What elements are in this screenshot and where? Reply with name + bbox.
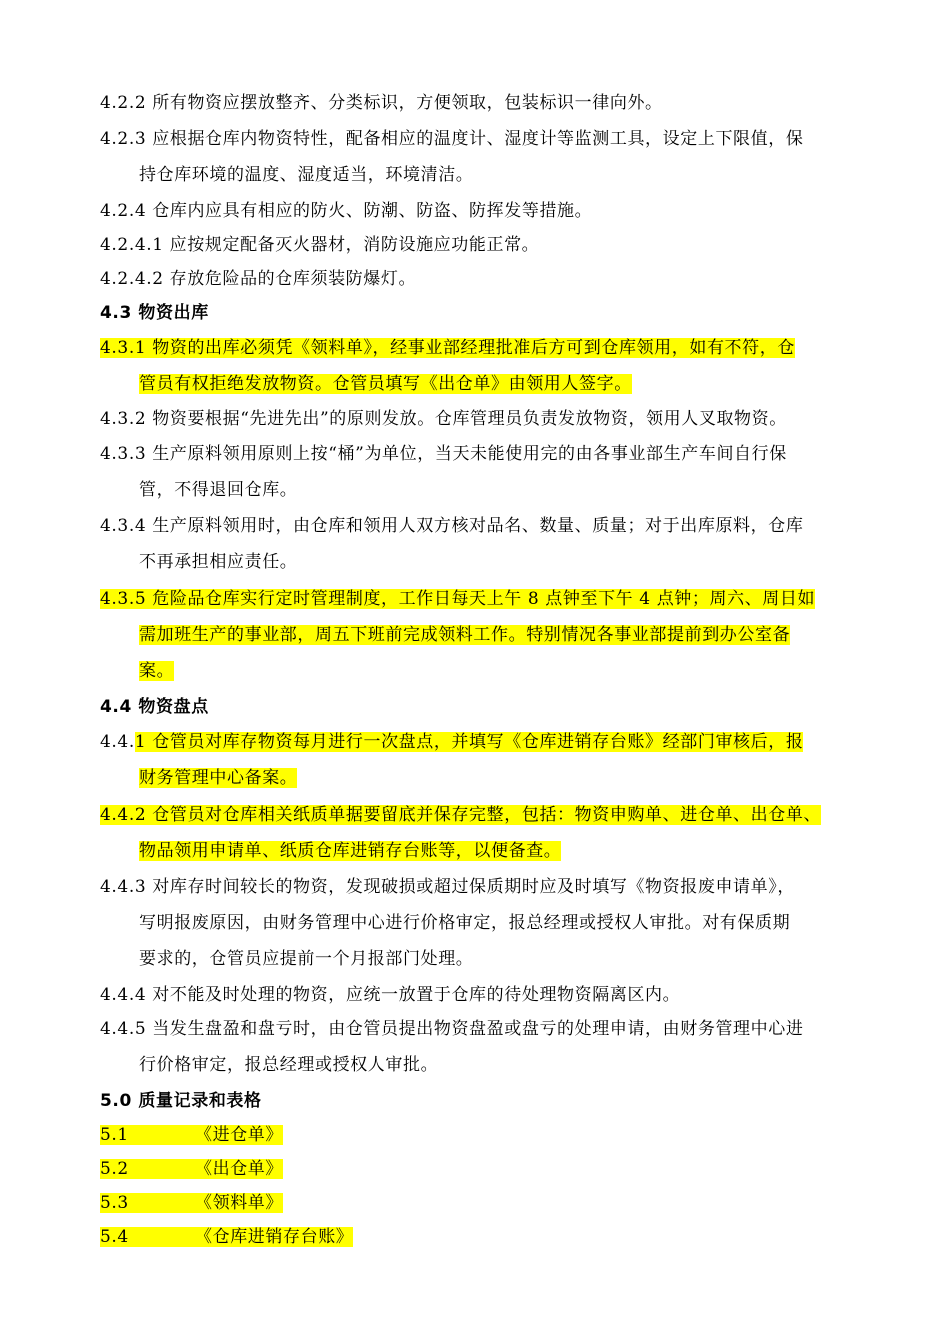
paragraph-4-4-3-line3: 要求的，仓管员应提前一个月报部门处理。 [139, 949, 474, 969]
record-number: 5.2 [100, 1159, 129, 1179]
paragraph-4-3-5-line3 [139, 656, 174, 686]
paragraph-4-4-2-line2 [139, 836, 561, 866]
paragraph-number: 4.4. [100, 732, 135, 752]
paragraph-4-4-2-line1 [100, 800, 821, 830]
paragraph-4-3-3-line1: 4.3.3 生产原料领用原则上按“桶”为单位，当天未能使用完的由各事业部生产车间自行保 [100, 444, 787, 464]
paragraph-4-2-4-1: 4.2.4.1 应按规定配备灭火器材，消防设施应功能正常。 [100, 235, 540, 255]
record-item-highlight [100, 1193, 283, 1213]
paragraph-4-2-3-line1: 4.2.3 应根据仓库内物资特性，配备相应的温度计、湿度计等监测工具，设定上下限值，保 [100, 129, 804, 149]
record-name: 《出仓单》 [195, 1159, 283, 1179]
paragraph-4-3-1-line1 [100, 333, 795, 363]
paragraph-4-4-4: 4.4.4 对不能及时处理的物资，应统一放置于仓库的待处理物资隔离区内。 [100, 985, 681, 1005]
paragraph-4-4-5-line2: 行价格审定，报总经理或授权人审批。 [139, 1055, 439, 1075]
paragraph-4-3-1-line2 [139, 369, 632, 399]
paragraph-4-3-4-line2: 不再承担相应责任。 [139, 552, 298, 572]
record-name: 《领料单》 [195, 1193, 283, 1213]
record-item-5-3 [100, 1188, 283, 1218]
highlighted-text: 物品领用申请单、纸质仓库进销存台账等，以便备查。 [139, 841, 562, 861]
record-item-highlight [100, 1159, 283, 1179]
highlighted-text: 1 仓管员对库存物资每月进行一次盘点，并填写《仓库进销存台账》经部门审核后，报 [134, 732, 804, 752]
highlighted-text: 4.3.5 危险品仓库实行定时管理制度，工作日每天上午 8 点钟至下午 4 点钟；周六、周日如 [100, 589, 816, 609]
record-item-5-2 [100, 1154, 283, 1184]
record-name: 《进仓单》 [195, 1125, 283, 1145]
paragraph-4-2-4: 4.2.4 仓库内应具有相应的防火、防潮、防盗、防挥发等措施。 [100, 201, 593, 221]
paragraph-4-4-1-line2 [139, 763, 297, 793]
record-item-highlight [100, 1125, 283, 1145]
highlighted-text: 4.4.2 仓管员对仓库相关纸质单据要留底并保存完整，包括：物资申购单、进仓单、出仓单、 [100, 805, 822, 825]
paragraph-4-3-5-line2 [139, 620, 790, 650]
paragraph-4-2-4-2: 4.2.4.2 存放危险品的仓库须装防爆灯。 [100, 269, 417, 289]
paragraph-4-2-2: 4.2.2 所有物资应摆放整齐、分类标识，方便领取，包装标识一律向外。 [100, 93, 663, 113]
highlighted-text: 4.3.1 物资的出库必须凭《领料单》，经事业部经理批准后方可到仓库领用，如有不符，仓 [100, 338, 795, 358]
record-item-highlight [100, 1227, 353, 1247]
paragraph-4-3-3-line2: 管，不得退回仓库。 [139, 480, 298, 500]
paragraph-4-4-1-line1 [100, 727, 803, 757]
paragraph-4-3-2: 4.3.2 物资要根据“先进先出”的原则发放。仓库管理员负责发放物资，领用人叉取物资。 [100, 409, 787, 429]
paragraph-4-4-3-line2: 写明报废原因，由财务管理中心进行价格审定，报总经理或授权人审批。对有保质期 [139, 913, 791, 933]
record-number: 5.3 [100, 1193, 129, 1213]
paragraph-4-3-4-line1: 4.3.4 生产原料领用时，由仓库和领用人双方核对品名、数量、质量；对于出库原料，仓库 [100, 516, 804, 536]
highlighted-text: 管员有权拒绝发放物资。仓管员填写《出仓单》由领用人签字。 [139, 374, 632, 394]
record-item-5-4 [100, 1222, 353, 1252]
paragraph-4-4-3-line1: 4.4.3 对库存时间较长的物资，发现破损或超过保质期时应及时填写《物资报废申请单》， [100, 877, 795, 897]
record-number: 5.4 [100, 1227, 129, 1247]
record-item-5-1 [100, 1120, 283, 1150]
highlighted-text: 案。 [139, 661, 175, 681]
record-name: 《仓库进销存台账》 [195, 1227, 354, 1247]
paragraph-4-4-5-line1: 4.4.5 当发生盘盈和盘亏时，由仓管员提出物资盘盈或盘亏的处理申请，由财务管理中心进 [100, 1019, 804, 1039]
section-heading-5-0: 5.0 质量记录和表格 [100, 1091, 262, 1111]
highlighted-text: 财务管理中心备案。 [139, 768, 298, 788]
section-heading-4-4: 4.4 物资盘点 [100, 697, 209, 717]
section-heading-4-3: 4.3 物资出库 [100, 303, 209, 323]
paragraph-4-3-5-line1 [100, 584, 815, 614]
highlighted-text: 需加班生产的事业部，周五下班前完成领料工作。特别情况各事业部提前到办公室备 [139, 625, 791, 645]
paragraph-4-2-3-line2: 持仓库环境的温度、湿度适当，环境清洁。 [139, 165, 474, 185]
record-number: 5.1 [100, 1125, 129, 1145]
